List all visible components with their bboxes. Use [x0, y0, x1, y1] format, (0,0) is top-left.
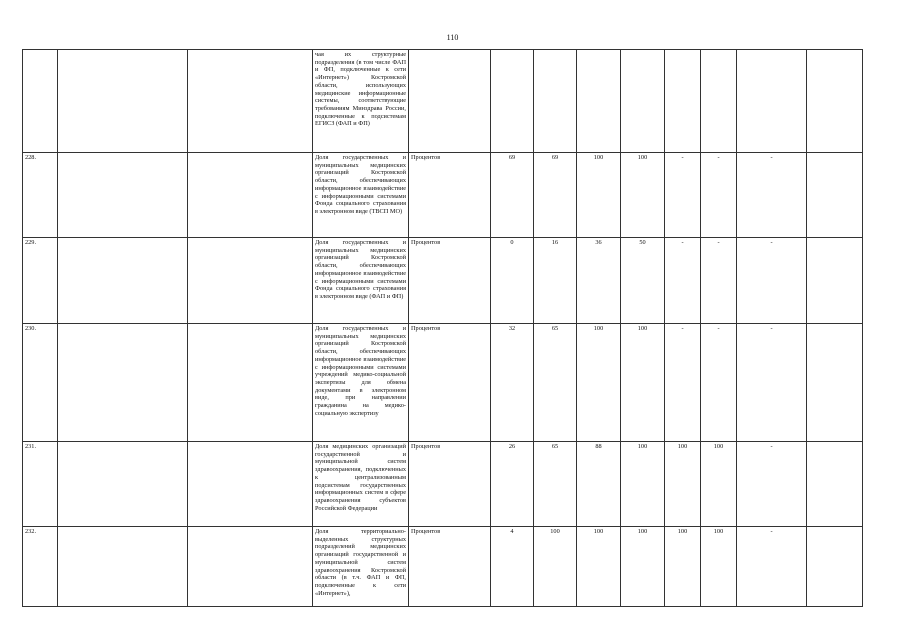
value-cell: 100 — [577, 153, 621, 238]
value-cell: 100 — [665, 442, 701, 527]
empty-cell — [58, 238, 188, 324]
empty-cell — [188, 238, 313, 324]
value-cell: - — [737, 442, 807, 527]
empty-cell — [58, 442, 188, 527]
empty-cell — [807, 324, 863, 442]
indicator-description: Доля медицинских организаций государственной и муниципальной систем здравоохранения, подключенных к централизованным подсистемам государственных информационных систем в сфере здравоохранения субъектов Российской Федерации — [313, 442, 409, 527]
empty-cell — [188, 153, 313, 238]
value-cell — [621, 50, 665, 153]
value-cell: - — [737, 527, 807, 607]
value-cell — [577, 50, 621, 153]
page-number: 110 — [446, 33, 459, 42]
empty-cell — [188, 442, 313, 527]
value-cell: 100 — [621, 324, 665, 442]
value-cell: 69 — [534, 153, 577, 238]
empty-cell — [807, 442, 863, 527]
value-cell: 65 — [534, 442, 577, 527]
table-row — [23, 527, 863, 607]
value-cell: 88 — [577, 442, 621, 527]
empty-cell — [188, 50, 313, 153]
unit-cell: Процентов — [409, 153, 491, 238]
empty-cell — [188, 324, 313, 442]
value-cell — [737, 50, 807, 153]
empty-cell — [58, 324, 188, 442]
empty-cell — [807, 153, 863, 238]
table-row — [23, 442, 863, 527]
value-cell: 26 — [491, 442, 534, 527]
unit-cell — [409, 50, 491, 153]
value-cell: 100 — [534, 527, 577, 607]
value-cell: - — [701, 324, 737, 442]
value-cell: 16 — [534, 238, 577, 324]
indicator-description: Доля государственных и муниципальных медицинских организаций Костромской области, обеспечивающих информационное взаимодействие с информационными системами Фонда социального страхования в электронном виде (ТВСП МО) — [313, 153, 409, 238]
unit-cell: Процентов — [409, 527, 491, 607]
unit-cell: Процентов — [409, 324, 491, 442]
indicator-description: Доля государственных и муниципальных медицинских организаций Костромской области, обеспечивающих информационное взаимодействие с информационными системами Фонда социального страхования в электронном виде (ФАП и ФП) — [313, 238, 409, 324]
empty-cell — [58, 153, 188, 238]
table-row — [23, 50, 863, 153]
row-number — [23, 50, 58, 153]
value-cell — [665, 50, 701, 153]
empty-cell — [807, 238, 863, 324]
row-number: 232. — [23, 527, 58, 607]
empty-cell — [188, 527, 313, 607]
value-cell: 100 — [621, 527, 665, 607]
value-cell: 69 — [491, 153, 534, 238]
value-cell: - — [737, 238, 807, 324]
table-row — [23, 153, 863, 238]
row-number: 230. — [23, 324, 58, 442]
empty-cell — [807, 527, 863, 607]
value-cell: 36 — [577, 238, 621, 324]
value-cell: - — [701, 153, 737, 238]
row-number: 231. — [23, 442, 58, 527]
indicator-description: Доля территориально-выделенных структурных подразделений медицинских организаций государственной и муниципальной систем здравоохранения Костромской области (в т.ч. ФАП и ФП, подключенные к сети «Интернет»), — [313, 527, 409, 607]
value-cell: - — [701, 238, 737, 324]
value-cell: 32 — [491, 324, 534, 442]
indicator-description: Доля государственных и муниципальных медицинских организаций Костромской области, обеспечивающих информационное взаимодействие с информационными системами учреждений медико-социальной экспертизы для обмена документами в электронном виде, при направлении гражданина на медико-социальную экспертизу — [313, 324, 409, 442]
empty-cell — [807, 50, 863, 153]
value-cell — [701, 50, 737, 153]
value-cell: - — [665, 324, 701, 442]
value-cell: 100 — [621, 442, 665, 527]
value-cell: 100 — [701, 442, 737, 527]
empty-cell — [58, 527, 188, 607]
value-cell — [491, 50, 534, 153]
value-cell — [534, 50, 577, 153]
unit-cell: Процентов — [409, 238, 491, 324]
value-cell: 4 — [491, 527, 534, 607]
value-cell: 100 — [621, 153, 665, 238]
value-cell: 50 — [621, 238, 665, 324]
table-row — [23, 324, 863, 442]
value-cell: 100 — [577, 527, 621, 607]
table-row — [23, 238, 863, 324]
value-cell: 65 — [534, 324, 577, 442]
value-cell: - — [737, 153, 807, 238]
value-cell: 100 — [701, 527, 737, 607]
indicator-description: чая их структурные подразделения (в том числе ФАП и ФП, подключенные к сети «Интернет») Костромской области, использующих медицинские информационные системы, соответствующие требованиям Минздрава России, подключенные к подсистемам ЕГИСЗ (ФАП и ФП) — [313, 50, 409, 153]
value-cell: 100 — [665, 527, 701, 607]
value-cell: 0 — [491, 238, 534, 324]
value-cell: - — [665, 238, 701, 324]
value-cell: - — [737, 324, 807, 442]
row-number: 229. — [23, 238, 58, 324]
empty-cell — [58, 50, 188, 153]
value-cell: - — [665, 153, 701, 238]
value-cell: 100 — [577, 324, 621, 442]
unit-cell: Процентов — [409, 442, 491, 527]
indicator-table — [22, 49, 863, 607]
row-number: 228. — [23, 153, 58, 238]
